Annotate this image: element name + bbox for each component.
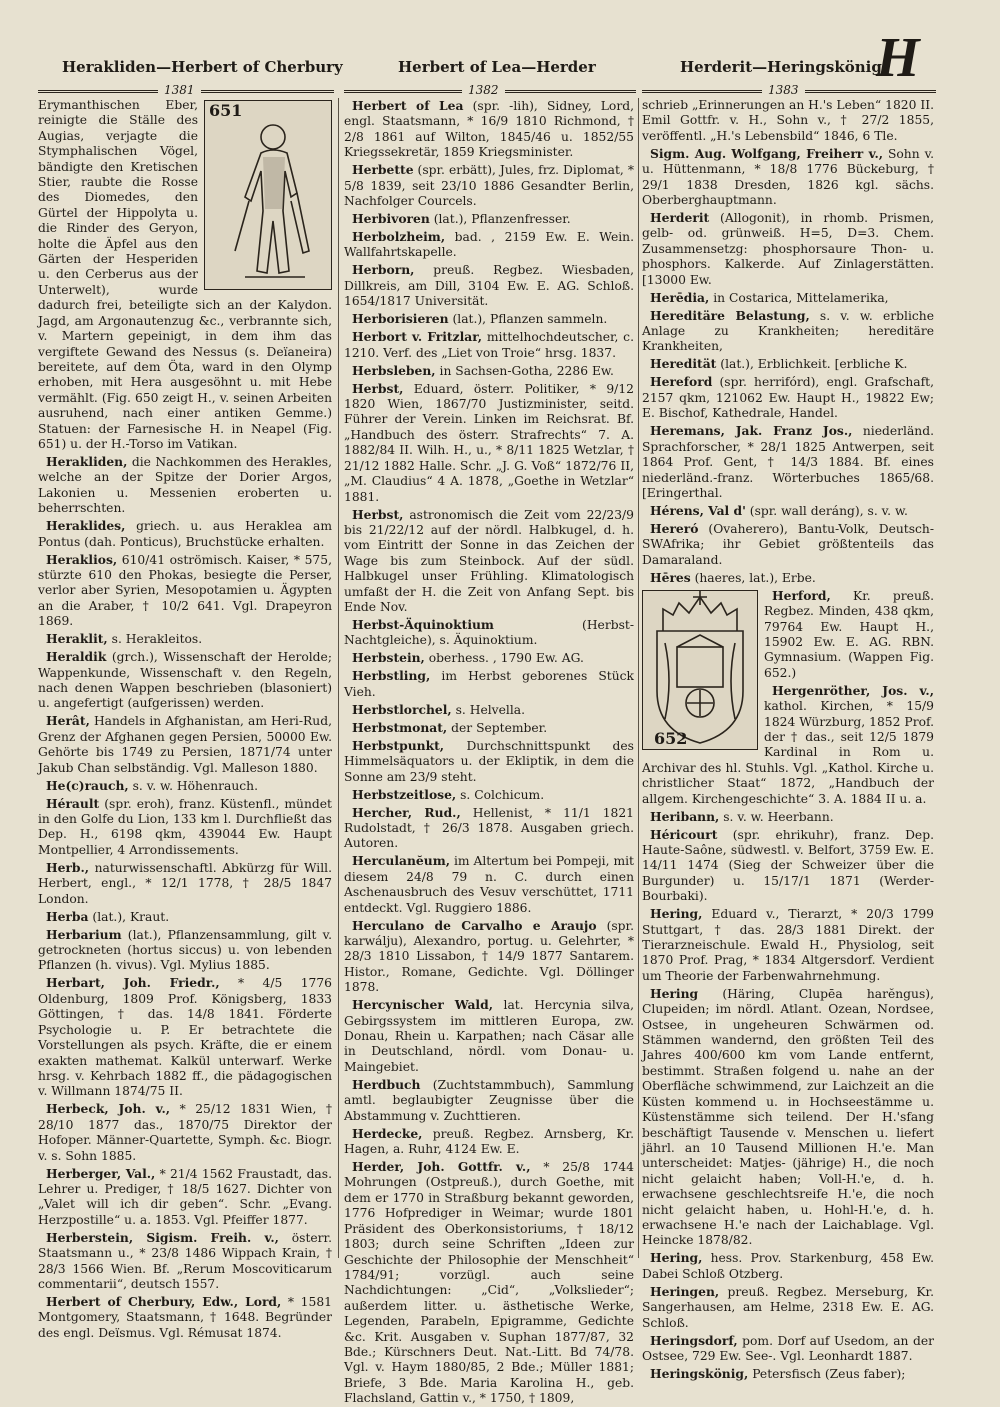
dictionary-entry [642, 1250, 934, 1282]
entry-headword: Sigm. Aug. Wolfgang, Freiherr v., [650, 145, 884, 161]
entry-text: pom. Dorf auf Usedom, an der Ostsee, 729 Ew. See-. Vgl. Leonhardt 1887. [642, 1333, 934, 1363]
running-head-middle: Herbert of Lea—Herder [398, 58, 596, 76]
dictionary-entry [344, 363, 634, 379]
entry-headword: Herbst, [352, 380, 404, 396]
dictionary-entry [344, 997, 634, 1075]
entry-text: (Zuchtstammbuch), Sammlung amtl. beglaubigter Zeugnisse über die Abstammung v. Zuchttieren. [344, 1077, 634, 1123]
entry-text: naturwissenschaftl. Abkürzg für Will. Herbert, engl., * 12/1 1778, † 28/5 1847 London. [38, 860, 332, 906]
entry-text: * 4/5 1776 Oldenburg, 1809 Prof. Königsberg, 1833 Göttingen, † das. 14/8 1841. Förderte Psychologie u. P. Er betrachtete die Vorstellungen als psych. Kräfte, die er einem exakten mathemat. Kalkül unterwarf. Werke hrsg. v. Kehrbach 1882 ff., die pädagogischen v. Willmann 1874/75 II. [38, 976, 332, 1099]
dictionary-entry [344, 162, 634, 209]
entry-headword: Hereditäre Belastung, [650, 307, 810, 323]
entry-headword: Héricourt [650, 826, 718, 842]
dictionary-entry [642, 503, 934, 519]
entry-headword: Herbstlorchel, [352, 701, 452, 717]
column-divider [338, 98, 339, 1258]
entry-headword: Hérault [46, 795, 100, 811]
entry-text: (Allogonit), in rhomb. Prismen, gelb- od. grünweiß. H=5, D=3. Chem. Zusammensetzg: phosphorsaure Thon- u. phosphors. Kalkerde. Auf Zinlagerstätten. [13000 Ew. [642, 211, 934, 287]
entry-headword: Hercynischer Wald, [352, 997, 493, 1013]
entry-headword: Herbst-Äquinoktium [352, 616, 494, 632]
entry-text: die Nachkommen des Herakles, welche an der Spitze der Dorier Argos, Lakonien u. Messenien eroberten u. beherrschten. [38, 454, 332, 516]
entry-headword: Herbort v. Fritzlar, [352, 329, 483, 345]
entry-headword: Herbart, Joh. Friedr., [46, 975, 220, 991]
dictionary-entry [642, 374, 934, 421]
dictionary-entry [344, 668, 634, 700]
entry-text: in Sachsen-Gotha, 2286 Ew. [439, 363, 614, 378]
entry-headword: Heredität [650, 356, 717, 372]
dictionary-entry [344, 853, 634, 916]
entry-text: kathol. Kirchen, * 15/9 1824 Würzburg, 1852 Prof. der † das., seit 12/5 1879 Kardinal in Rom u. Archivar des hl. Stuhls. Vgl. „Kathol. Kirche u. christlicher Staat“ 1872, „Handbuch der allgem. Kirchengeschichte“ 3. A. 1884 II u. a. [642, 699, 934, 806]
dictionary-entry [642, 570, 934, 586]
dictionary-entry [38, 1230, 332, 1293]
entry-text: preuß. Regbez. Arnsberg, Kr. Hagen, a. Ruhr, 4124 Ew. E. [344, 1126, 634, 1157]
entry-headword: Hercher, Rud., [352, 804, 461, 820]
entry-text: astronomisch die Zeit vom 22/23/9 bis 21/22/12 auf der nördl. Halbkugel, d. h. vom Eintritt der Sonne in das Zeichen der Wage bis zum Steinbock. Auf der südl. Halbkugel unser Frühling. Klimatologisch umfaßt der H. die Zeit von Anfang Sept. bis Ende Nov. [344, 507, 634, 614]
column-1 [38, 98, 332, 1340]
dictionary-entry [344, 805, 634, 852]
entry-headword: Heringskönig, [650, 1365, 749, 1381]
dictionary-entry [642, 98, 934, 144]
entry-text: (grch.), Wissenschaft der Herolde; Wappenkunde, Wissenschaft v. den Regeln, nach denen Wappen beschrieben (blasoniert) u. angefertigt (aufgerissen) werden. [38, 650, 332, 711]
dictionary-entry [38, 975, 332, 1099]
entry-text: Eduard, österr. Politiker, * 9/12 1820 Wien, 1867/70 Justizminister, seitd. Führer der Verein. Linken im Reichsrat. Bf. „Handbuch des österr. Strafrechts“ 7. A. 1882/84 II. Wilh. H., u., * 8/11 1825 Wetzlar, † 21/12 1882 Halle. Schr. „J. G. Voß“ 1872/76 II, „M. Claudius“ 4 A. 1878, „Goethe in Wetzlar“ 1881. [344, 381, 634, 504]
entry-headword: Herder, Joh. Gottfr. v., [352, 1159, 531, 1175]
dictionary-entry [642, 1366, 934, 1382]
entry-headword: Herba [46, 908, 89, 924]
entry-text: im Herbst geborenes Stück Vieh. [344, 669, 634, 699]
entry-text: mittelhochdeutscher, c. 1210. Verf. des „Liet von Troie“ hrsg. 1837. [344, 330, 634, 360]
entry-headword: Hergenröther, Jos. v., [772, 682, 934, 698]
dictionary-entry [642, 827, 934, 905]
dictionary-entry [642, 290, 934, 306]
entry-text: Hellenist, * 11/1 1821 Rudolstadt, † 26/3 1878. Ausgaben griech. Autoren. [344, 805, 634, 851]
dictionary-entry [38, 778, 332, 794]
page-number: 1381 [158, 83, 201, 97]
entry-text: 610/41 oströmisch. Kaiser, * 575, stürzte 610 den Phokas, besiegte die Perser, verlor aber Syrien, Mesopotamien u. Ägypten an die Araber, † 10/2 641. Vgl. Drapeyron 1869. [38, 552, 332, 629]
entry-text: lat. Hercynia silva, Gebirgssystem im mittleren Europa, zw. Donau, Rhein u. Karpathen; nach Cäsar alle in Deutschland, nördl. vom Donau- u. Maingebiet. [344, 998, 634, 1074]
dictionary-entry [344, 720, 634, 736]
figure-number: 651 [209, 101, 243, 120]
dictionary-entry [642, 809, 934, 825]
entry-headword: Heremans, Jak. Franz Jos., [650, 423, 853, 439]
entry-text: s. v. w. erbliche Anlage zu Krankheiten; hereditäre Krankheiten, [642, 308, 934, 354]
entry-text: s. Helvella. [455, 702, 526, 717]
entry-text: (spr. erbätt), Jules, frz. Diplomat, * 5/8 1839, seit 23/10 1886 Gesandter Berlin, Nachfolger Courcels. [344, 163, 634, 209]
entry-text: * 1581 Montgomery, Staatsmann, † 1648. Begründer des engl. Deïsmus. Vgl. Rémusat 1874. [38, 1294, 332, 1340]
dictionary-entry [344, 650, 634, 666]
entry-headword: Hering [650, 985, 699, 1001]
entry-headword: Heraldik [46, 649, 107, 665]
entry-headword: Herēdia, [650, 289, 710, 305]
entry-text: * 25/12 1831 Wien, † 28/10 1877 das., 1870/75 Direktor der Hofoper. Männer-Quartette, Symph. &c. Biogr. v. s. Sohn 1885. [38, 1102, 332, 1163]
dictionary-entry [38, 1294, 332, 1341]
dictionary-entry [38, 454, 332, 517]
entry-text: bad. , 2159 Ew. E. Wein. Wallfahrtskapelle. [344, 230, 634, 260]
dictionary-entry [642, 906, 934, 984]
entry-headword: Herbstzeitlose, [352, 786, 457, 802]
dictionary-entry [642, 986, 934, 1249]
page-number-row-1 [38, 83, 334, 97]
herakles-statue-illustration [205, 101, 331, 289]
dictionary-entry [38, 631, 332, 647]
column-2 [344, 98, 635, 1406]
entry-text: Durchschnittspunkt des Himmelsäquators u. der Ekliptik, in dem die Sonne am 23/9 steht. [344, 738, 634, 784]
dictionary-entry [344, 381, 634, 505]
entry-text: Eduard v., Tierarzt, * 20/3 1799 Stuttgart, † das. 28/3 1881 Direkt. der Tierarzneischule. Ewald H., Physiolog, seit 1870 Prof. Prag, * 1834 Altgersdorf. Verdient um Theorie der Farbenwahrnehmung. [642, 907, 934, 983]
entry-headword: Herbsleben, [352, 362, 436, 378]
dictionary-entry [344, 738, 634, 785]
entry-headword: Heribann, [650, 808, 720, 824]
entry-text: s. v. w. Heerbann. [723, 809, 834, 824]
coat-of-arms-illustration [643, 591, 757, 749]
entry-headword: Herbstpunkt, [352, 737, 445, 753]
entry-headword: Heringen, [650, 1283, 720, 1299]
entry-text: (spr. -lih), Sidney, Lord, engl. Staatsmann, * 16/9 1810 Richmond, † 2/8 1861 auf Wilton, 1845/46 u. 1852/55 Kriegssekretär, 1859 Kriegsminister. [344, 99, 634, 160]
entry-text: (Häring, Clupēa harĕngus), Clupeiden; im nördl. Atlant. Ozean, Nordsee, Ostsee, in ungeheuren Schwärmen od. Stämmen wandernd, den größten Teil des Jahres 400/600 km vom Lande entfernt, bestimmt. Straßen folgend u. nahe an der Oberfläche schwimmend, zur Laichzeit an die Küsten kommend u. in Hochseestämme u. Küstenstämme sich teilend. Der H.'sfang beschäftigt Tausende v. Menschen u. liefert jährl. an 10 Tausend Millionen H.'e. Man unterscheidet: Matjes- (jährige) H., die noch nicht gelaicht haben; Voll-H.'e, d. h. erwachsene geschlechtsreife H.'e, die noch nicht gelaicht haben, u. Hohl-H.'e, d. h. erwachsene H.'e nach der Laichablage. Vgl. Heincke 1878/82. [642, 986, 934, 1248]
entry-text: der September. [451, 720, 548, 735]
entry-text: in Costarica, Mittelamerika, [713, 290, 889, 305]
entry-text: * 25/8 1744 Mohrungen (Ostpreuß.), durch Goethe, mit dem er 1770 in Straßburg bekannt geworden, 1776 Hofprediger in Weimar; wurde 1801 Präsident des Oberkonsistoriums, † 18/12 1803; durch seine Schriften „Ideen zur Geschichte der Philosophie der Menschheit“ 1784/91; vorzügl. auch seine Nachdichtungen: „Cid“, „Volkslieder“; außerdem litter. u. ästhetische Werke, Legenden, Parabeln, Epigramme, Gedichte &c. Krit. Ausgaben v. Suphan 1877/87, 32 Bde.; Kürschners Deut. Nat.-Litt. Bd 74/78. Vgl. v. Haym 1880/85, 2 Bde.; Müller 1881; Briefe, 3 Bde. Maria Karolina H., geb. Flachsland, Gattin v., * 1750, † 1809, [344, 1160, 635, 1406]
entry-text: (haeres, lat.), Erbe. [694, 570, 816, 585]
dictionary-entry [344, 787, 634, 803]
dictionary-entry [344, 311, 634, 327]
entry-headword: Herdecke, [352, 1125, 423, 1141]
entry-text: (Ovaherero), Bantu-Volk, Deutsch-SWAfrika; ihr Gebiet größtenteils das Damaraland. [642, 521, 934, 567]
entry-headword: Herford, [772, 587, 831, 603]
entry-text: s. Colchicum. [460, 787, 545, 802]
dictionary-entry [38, 1101, 332, 1164]
entry-text: (spr. ehrikuhr), franz. Dep. Haute-Saône, südwestl. v. Belfort, 3759 Ew. E. 14/11 1474 (Sieg der Schweizer über die Burgunder) u. 15/17/1 1871 (Werder-Bourbaki). [642, 827, 934, 904]
entry-headword: Herakliden, [46, 453, 128, 469]
entry-text: schrieb „Erinnerungen an H.'s Leben“ 1820 II. Emil Gottfr. v. H., Sohn v., † 27/2 1855, veröffentl. „H.'s Lebensbild“ 1846, 6 Tle. [642, 98, 934, 143]
dictionary-entry [642, 521, 934, 568]
figure-herakles-statue [204, 100, 332, 290]
entry-text: Handels in Afghanistan, am Heri-Rud, Grenz der Afghanen gegen Persien, 50000 Ew. Gehörte bis 1749 zu Persien, 1871/74 unter Jakub Chan selbständig. Vgl. Malleson 1880. [38, 714, 332, 775]
entry-headword: Heraklit, [46, 631, 108, 647]
entry-text: (Herbst-Nachtgleiche), s. Äquinoktium. [344, 617, 634, 648]
dictionary-entry [642, 1284, 934, 1331]
section-letter: H [876, 27, 920, 89]
figure-number: 652 [654, 729, 688, 749]
running-head-left: Herakliden—Herbert of Cherbury [62, 58, 343, 76]
dictionary-entry [642, 308, 934, 355]
entry-text: Sohn v. u. Hüttenmann, * 18/8 1776 Bückeburg, † 29/1 1838 Dresden, 1826 kgl. sächs. Oberberghauptmann. [642, 146, 934, 208]
entry-text: s. v. w. Höhenrauch. [132, 778, 258, 793]
page-number: 1383 [762, 83, 805, 97]
entry-headword: Herbst, [352, 506, 404, 522]
dictionary-entry [38, 713, 332, 776]
entry-headword: Herbeck, Joh. v., [46, 1101, 171, 1117]
dictionary-entry [344, 1126, 634, 1158]
entry-headword: Herdbuch [352, 1076, 421, 1092]
entry-headword: Hering, [650, 906, 703, 922]
entry-headword: Hering, [650, 1250, 703, 1266]
dictionary-entry [344, 918, 634, 996]
entry-headword: Heraklides, [46, 518, 126, 534]
entry-headword: Hereró [650, 520, 699, 536]
entry-headword: Herborn, [352, 262, 415, 278]
entry-headword: Herbstein, [352, 650, 425, 666]
entry-headword: Hereford [650, 374, 713, 390]
entry-headword: Herculano de Carvalho e Araujo [352, 917, 597, 933]
column-3 [642, 98, 934, 1381]
entry-text: (spr. eroh), franz. Küstenfl., mündet in den Golfe du Lion, 133 km l. Durchfließt das Dep. H., 6198 qkm, 439044 Ew. Haupt Montpellier, 4 Arrondissements. [38, 796, 332, 857]
dictionary-entry [344, 229, 634, 261]
dictionary-entry [642, 1333, 934, 1365]
entry-text: (lat.), Pflanzenfresser. [433, 212, 571, 227]
entry-headword: Herberger, Val., [46, 1165, 156, 1181]
page-number-row-2 [344, 83, 636, 97]
entry-headword: Herbert of Cherbury, Edw., Lord, [46, 1293, 282, 1309]
entry-headword: Herbette [352, 162, 414, 178]
entry-headword: Heraklios, [46, 551, 118, 567]
dictionary-entry [344, 507, 634, 616]
dictionary-entry [642, 356, 934, 372]
entry-text: (spr. wall deráng), s. v. w. [749, 503, 908, 518]
entry-headword: Herbolzheim, [352, 229, 446, 245]
dictionary-entry [642, 210, 934, 288]
entry-text: niederländ. Sprachforscher, * 28/1 1825 Antwerpen, seit 1864 Prof. Gent, † 14/3 1884. Bf. eines niederländ.-franz. Wörterbuches 1865/68. [Eringerthal. [642, 424, 934, 500]
dictionary-entry [38, 518, 332, 550]
entry-headword: Herderit [650, 210, 710, 226]
entry-text: griech. u. aus Herakleа am Pontus (dah. Ponticus), Bruchstücke erhalten. [38, 519, 332, 549]
entry-text: Erymanthischen Eber, reinigte die Ställe des Augias, verjagte die Stymphalischen Vögel, bändigte den Kretischen Stier, raubte die Rosse des Diomedes, den Gürtel der Hippolyta u. die Rinder des Geryon, holte die Äpfel aus den Gärten der Hesperiden u. den Cerberus aus der Unterwelt), wurde dadurch frei, beteiligte sich an der Kalydon. Jagd, am Argonautenzug &c., verbrannte sich, v. Martern gepeinigt, in dem ihm das vergiftete Gewand des Nessus (s. Deïaneira) bereitete, auf dem Öta, ward in den Olymp erhoben, mit Hera ausgesöhnt u. mit Hebe vermählt. (Fig. 650 zeigt H., v. seinen Arbeiten ausruhend, nach einer antiken Gemme.) Statuen: der Farnesische H. in Neapel (Fig. 651) u. der H.-Torso im Vatikan. [38, 98, 332, 451]
entry-headword: Herbstling, [352, 668, 431, 684]
dictionary-entry [38, 1166, 332, 1229]
dictionary-entry [38, 860, 332, 907]
dictionary-entry [642, 423, 934, 501]
entry-text: (spr. karwálju), Alexandro, portug. u. Gelehrter, * 28/3 1810 Lissabon, † 14/9 1877 Santarem. Histor., Romane, Gedichte. Vgl. Döllinger 1878. [344, 918, 634, 995]
entry-text: preuß. Regbez. Merseburg, Kr. Sangerhausen, am Helme, 2318 Ew. E. AG. Schloß. [642, 1284, 934, 1330]
entry-text: österr. Staatsmann u., * 23/8 1486 Wippach Krain, † 28/3 1566 Wien. Bf. „Rerum Moscoviticarum commentarii“, deutsch 1557. [38, 1230, 332, 1291]
entry-headword: Herberstein, Sigism. Freih. v., [46, 1229, 279, 1245]
entry-text: * 21/4 1562 Fraustadt, das. Lehrer u. Prediger, † 18/5 1627. Dichter von „Valet will ich dir geben“. Schr. „Evang. Herzpostille“ u. a. 1853. Vgl. Pfeiffer 1877. [38, 1166, 332, 1227]
dictionary-entry [38, 796, 332, 859]
figure-herford-coat-of-arms [642, 590, 758, 750]
dictionary-entry [344, 329, 634, 361]
dictionary-entry [344, 98, 634, 161]
dictionary-entry [38, 927, 332, 974]
entry-headword: He(c)rauch, [46, 777, 129, 793]
entry-text: hess. Prov. Starkenburg, 458 Ew. Dabei Schloß Otzberg. [642, 1251, 934, 1281]
entry-headword: Heringsdorf, [650, 1332, 738, 1348]
dictionary-entry [344, 702, 634, 718]
running-head-right: Herderit—Heringskönig [680, 58, 882, 76]
entry-text: im Altertum bei Pompeji, mit diesem 24/8 79 n. C. durch einen Aschenausbruch des Vesuv verschüttet, 1711 entdeckt. Vgl. Ruggiero 1886. [344, 854, 634, 915]
entry-headword: Herb., [46, 859, 90, 875]
entry-headword: Herât, [46, 713, 90, 729]
page-number-row-3 [642, 83, 936, 97]
entry-headword: Herbivoren [352, 211, 430, 227]
entry-text: (lat.), Kraut. [92, 909, 170, 924]
entry-headword: Herbert of Lea [352, 98, 464, 113]
column-divider [638, 98, 639, 1258]
entry-text: (lat.), Pflanzensammlung, gilt v. getrockneten (hortus siccus) u. von lebenden Pflanzen (h. vivus). Vgl. Mylius 1885. [38, 927, 332, 973]
entry-headword: Hēres [650, 569, 691, 585]
entry-text: (spr. herrifórd), engl. Grafschaft, 2157 qkm, 121062 Ew. Haupt H., 19822 Ew; E. Bischof, Kathedrale, Handel. [642, 375, 934, 421]
entry-text: (lat.), Pflanzen sammeln. [452, 312, 608, 327]
entry-headword: Herbarium [46, 926, 122, 942]
dictionary-entry [344, 617, 634, 649]
dictionary-entry [344, 1159, 634, 1407]
dictionary-entry [38, 98, 332, 452]
dictionary-entry [38, 552, 332, 630]
entry-text: preuß. Regbez. Wiesbaden, Dillkreis, am Dill, 3104 Ew. E. AG. Schloß. 1654/1817 Universität. [344, 263, 634, 309]
entry-headword: Herborisieren [352, 311, 449, 327]
dictionary-entry [344, 1077, 634, 1124]
page-number: 1382 [462, 83, 505, 97]
dictionary-entry [344, 211, 634, 227]
entry-text: Kr. preuß. Regbez. Minden, 438 qkm, 79764 Ew. Haupt H., 15902 Ew. E. AG. RBN. Gymnasium. (Wappen Fig. 652.) [764, 588, 934, 680]
entry-text: s. Herakleitos. [111, 632, 203, 647]
entry-headword: Hérens, Val d' [650, 502, 746, 518]
entry-text: (lat.), Erblichkeit. [erbliche K. [720, 357, 908, 372]
dictionary-entry [38, 649, 332, 712]
entry-headword: Herculanĕum, [352, 853, 450, 869]
dictionary-entry [38, 909, 332, 925]
entry-text: oberhess. , 1790 Ew. AG. [428, 651, 584, 666]
entry-text: Petersfisch (Zeus faber); [752, 1366, 906, 1381]
dictionary-entry [344, 262, 634, 309]
dictionary-entry [642, 146, 934, 209]
entry-headword: Herbstmonat, [352, 719, 448, 735]
